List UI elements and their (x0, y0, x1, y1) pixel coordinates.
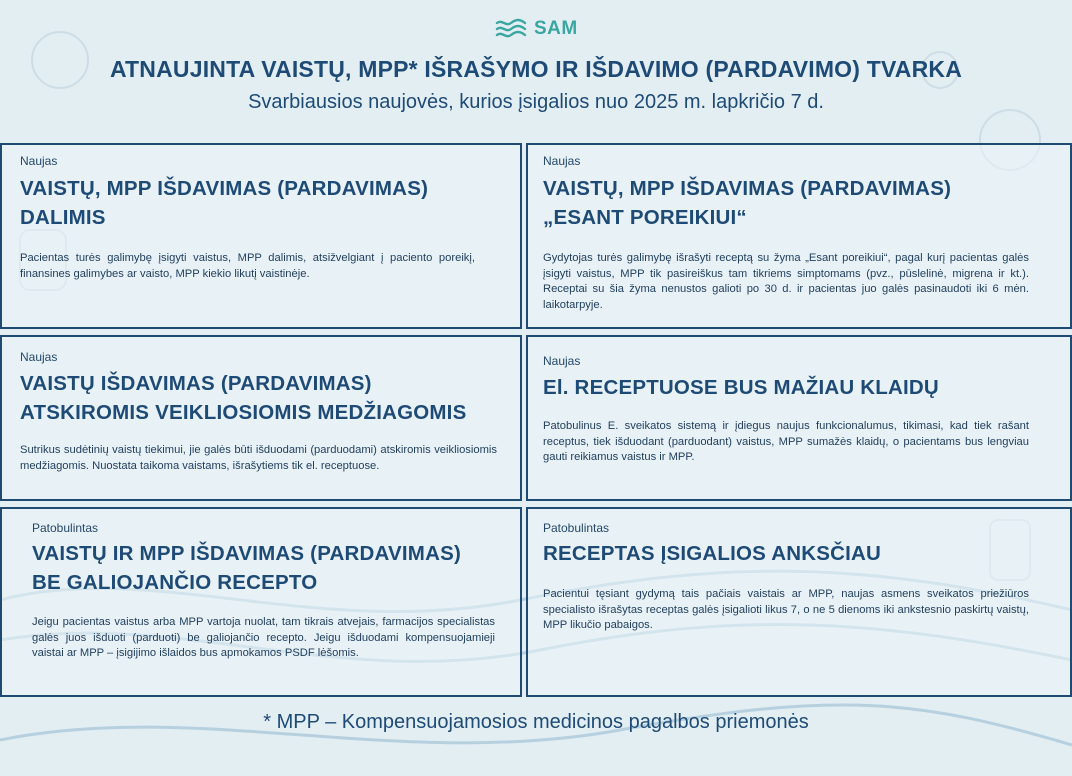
card-title-line: RECEPTAS ĮSIGALIOS ANKSČIAU (543, 542, 881, 565)
card-title (20, 174, 510, 232)
card-fewer-errors (526, 335, 1072, 501)
card-title-line: „ESANT POREIKIUI“ (543, 206, 747, 229)
card-without-valid-prescription (0, 507, 522, 697)
card-title-line: ATSKIROMIS VEIKLIOSIOMIS MEDŽIAGOMIS (20, 401, 467, 424)
card-title-line: VAISTŲ, MPP IŠDAVIMAS (PARDAVIMAS) (20, 177, 429, 200)
card-title-line: VAISTŲ IR MPP IŠDAVIMAS (PARDAVIMAS) (32, 542, 461, 565)
card-tag: Naujas (543, 154, 581, 168)
logo (494, 17, 578, 41)
card-title (543, 539, 1053, 568)
card-body: Pacientui tęsiant gydymą tais pačiais vaistais ar MPP, naujas asmens sveikatos priežiūros specialisto išrašytas receptas galės įsigalioti likus 7, o ne 5 dienoms iki ankstesnio paskirtų vaistų, MPP likučio pabaigos. (543, 588, 1029, 631)
card-tag: Naujas (20, 350, 58, 364)
card-tag: Naujas (543, 354, 581, 368)
card-tag: Patobulintas (543, 521, 610, 535)
card-title (20, 369, 515, 427)
card-body: Pacientas turės galimybę įsigyti vaistus, MPP dalimis, atsižvelgiant į paciento poreikį, finansines galimybes ar vaisto, MPP kiekio likutį vaistinėje. (20, 252, 475, 280)
card-title-line: VAISTŲ, MPP IŠDAVIMAS (PARDAVIMAS) (543, 177, 952, 200)
card-title-line: VAISTŲ IŠDAVIMAS (PARDAVIMAS) (20, 372, 372, 395)
page-subtitle: Svarbiausios naujovės, kurios įsigalios nuo 2025 m. lapkričio 7 d. (248, 91, 824, 113)
sam-logo-icon (494, 18, 528, 40)
card-tag: Patobulintas (32, 521, 99, 535)
card-title (543, 373, 1053, 402)
card-title-line: BE GALIOJANČIO RECEPTO (32, 571, 318, 594)
card-body: Jeigu pacientas vaistus arba MPP vartoja nuolat, tam tikrais atvejais, farmacijos specialistas galės juos išduoti (parduoti) be galiojančio recepto. Jeigu išduodami kompensuojamieji vaistai ar MPP – įsigijimo išlaidos bus apmokamos PSDF lėšomis. (32, 616, 495, 659)
footnote: * MPP – Kompensuojamosios medicinos pagalbos priemonės (263, 711, 809, 733)
card-body: Patobulinus E. sveikatos sistemą ir įdiegus naujus funkcionalumus, tikimasi, kad tiek rašant receptus, tiek išduodant (parduodant) vaistus, MPP sumažės klaidų, o pacientams bus lengviau gauti reikiamus vaistus ir MPP. (543, 420, 1029, 463)
card-tag: Naujas (20, 154, 58, 168)
card-body: Sutrikus sudėtinių vaistų tiekimui, jie galės būti išduodami (parduodami) atskiromis veikliosiomis medžiagomis. Nuostata taikoma vaistams, išrašytiems tik el. receptuose. (20, 444, 497, 472)
card-partial-dispensing (0, 143, 522, 329)
card-title-line: DALIMIS (20, 206, 106, 229)
card-title (32, 539, 512, 597)
card-as-needed (526, 143, 1072, 329)
card-title-line: El. RECEPTUOSE BUS MAŽIAU KLAIDŲ (543, 376, 939, 399)
page-title: ATNAUJINTA VAISTŲ, MPP* IŠRAŠYMO IR IŠDAVIMO (PARDAVIMO) TVARKA (109, 56, 963, 82)
card-title (543, 174, 1053, 232)
logo-text: SAM (534, 18, 578, 39)
card-active-substances (0, 335, 522, 501)
card-body: Gydytojas turės galimybę išrašyti receptą su žyma „Esant poreikiui“, pagal kurį pacientas galės įsigyti vaistus, MPP tik pasireiškus tam tikriems simptomams (pvz., pūslelinė, migrena ir kt.). Receptai su šia žyma nenustos galioti po 30 d. ir pacientas juo galės pasinaudoti iki 6 mėn. laikotarpyje. (543, 252, 1029, 311)
card-earlier-validity (526, 507, 1072, 697)
